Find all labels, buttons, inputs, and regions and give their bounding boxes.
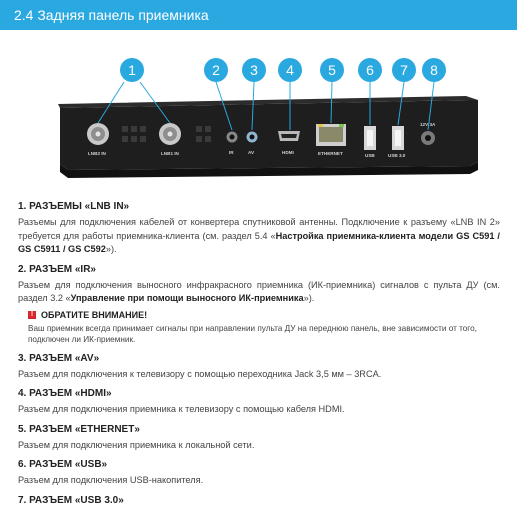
power-jack [421,131,435,145]
warning-title: ОБРАТИТЕ ВНИМАНИЕ! [41,309,148,320]
hdmi-label: HDMI [282,150,294,155]
callout-8 [422,58,446,82]
ethernet-port [316,124,346,146]
rear-panel-diagram [0,30,517,200]
warning-text: Ваш приемник всегда принимает сигналы при направлении пульта ДУ на переднюю панель, вне зависимости от того, подключен ли ИК-приемник. [28,323,477,344]
power-label: 12V 3A [420,122,436,127]
usb3-label: USB 3.0 [388,153,406,158]
section-body-hdmi: Разъем для подключения приемника к телевизору с помощью кабеля HDMI. [18,404,345,414]
warning-block [28,310,500,346]
av-jack [247,132,258,143]
usb-label: USB [365,153,375,158]
lnb1-label: LNB1 IN [161,151,179,156]
section-body-lnb: Разъемы для подключения кабелей от конвертера спутниковой антенны. Подключение к разъему «LNB IN 2» требуется для работы приемника-клиента (см. раздел 5.4 «Настройка приемника-клиента модели GS C591 / GS C5911 / GS C592»). [18,217,500,254]
svg-text:4: 4 [286,62,294,78]
section-title-hdmi: 4. РАЗЪЕМ «HDMI» [18,388,112,399]
warning-icon: ! [28,311,36,319]
usb3-port [392,126,404,150]
svg-text:5: 5 [328,62,336,78]
header-bar [0,0,517,30]
callout-7 [392,58,416,82]
callout-4 [278,58,302,82]
section-title-usb: 6. РАЗЪЕМ «USB» [18,459,108,470]
page-title: 2.4 Задняя панель приемника [14,7,209,23]
section-title-usb3: 7. РАЗЪЕМ «USB 3.0» [18,494,124,506]
sections-list [18,200,500,507]
hdmi-port [278,131,300,141]
svg-text:8: 8 [430,62,438,78]
lnb1-connector [159,123,181,145]
usb-port [364,126,376,150]
callout-5 [320,58,344,82]
section-body-av: Разъем для подключения к телевизору с помощью переходника Jack 3,5 мм – 3RCA. [18,368,382,379]
ir-label: IR [229,150,234,155]
section-title-ir: 2. РАЗЪЕМ «IR» [18,263,96,275]
svg-text:1: 1 [128,62,136,78]
section-title-lnb: 1. РАЗЪЕМЫ «LNB IN» [18,201,130,212]
receiver-body [58,96,478,178]
callout-6 [358,58,382,82]
callout-1 [120,58,144,82]
ethernet-label: ETHERNET [318,151,343,156]
av-label: AV [248,150,255,155]
svg-text:7: 7 [400,62,408,78]
section-body-ir: Разъем для подключения выносного инфракрасного приемника (ИК-приемника) сигналов с пульта ДУ (см. раздел 3.2 «Управление при помощи выносного ИК-приемника»). [18,279,500,303]
section-title-ethernet: 5. РАЗЪЕМ «ETHERNET» [18,423,140,435]
ir-jack [227,132,238,143]
callout-3 [242,58,266,82]
section-body-ethernet: Разъем для подключения приемника к локальной сети. [18,439,255,450]
callout-2 [204,58,228,82]
svg-text:2: 2 [212,62,220,78]
lnb2-label: LNB2 IN [88,151,106,156]
section-title-av: 3. РАЗЪЕМ «AV» [18,352,100,364]
svg-text:6: 6 [366,62,374,78]
svg-text:3: 3 [250,62,258,78]
section-body-usb: Разъем для подключения USB-накопителя. [18,475,204,485]
lnb2-connector [87,123,109,145]
